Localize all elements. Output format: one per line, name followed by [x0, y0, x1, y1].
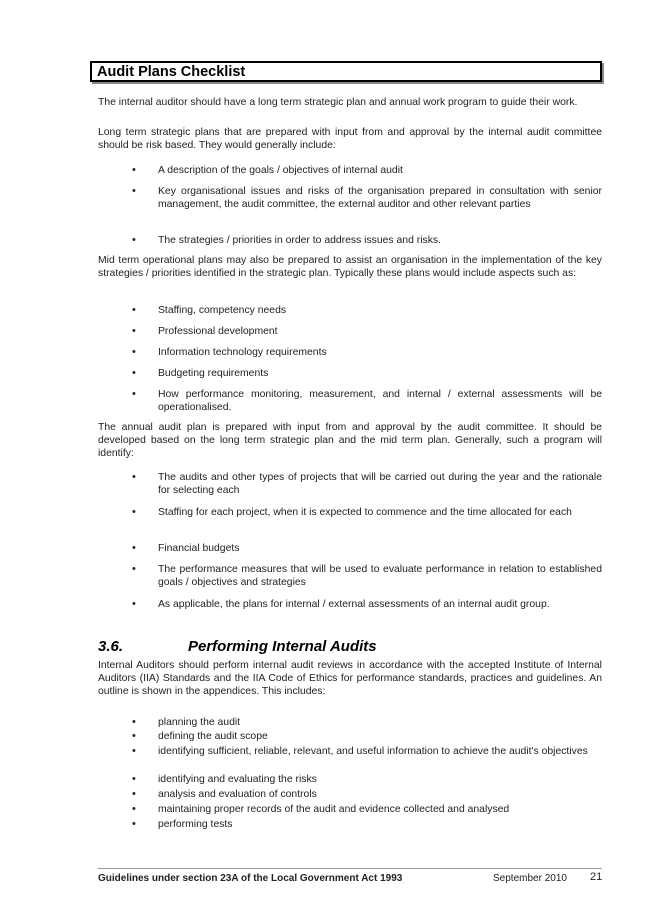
bullet-icon: • — [132, 773, 136, 785]
section-title-box — [90, 61, 602, 82]
bullet-icon: • — [132, 506, 136, 518]
list-item: performing tests — [158, 819, 233, 830]
bullet-icon: • — [132, 803, 136, 815]
intro-paragraph-1: The internal auditor should have a long term strategic plan and annual work program to guide their work. — [98, 97, 578, 108]
list-item: As applicable, the plans for internal / external assessments of an internal audit group. — [158, 599, 550, 610]
list-item: maintaining proper records of the audit and evidence collected and analysed — [158, 804, 510, 815]
list-item: analysis and evaluation of controls — [158, 789, 317, 800]
list-item: Staffing, competency needs — [158, 305, 287, 316]
bullet-icon: • — [132, 185, 136, 197]
list-item: Budgeting requirements — [158, 368, 269, 379]
section-number: 3.6. — [98, 638, 124, 655]
list-item: The audits and other types of projects that will be carried out during the year and the rationale for selecting each — [158, 472, 602, 497]
list-item: Financial budgets — [158, 543, 240, 554]
list-item: Professional development — [158, 326, 278, 337]
intro-paragraph-2: Long term strategic plans that are prepared with input from and approval by the internal audit committee should be risk based. They would generally include: — [98, 127, 602, 152]
bullet-icon: • — [132, 304, 136, 316]
bullet-icon: • — [132, 788, 136, 800]
bullet-icon: • — [132, 598, 136, 610]
bullet-icon: • — [132, 234, 136, 246]
bullet-icon: • — [132, 542, 136, 554]
bullet-icon: • — [132, 716, 136, 728]
footer-divider — [98, 868, 602, 869]
bullet-icon: • — [132, 346, 136, 358]
footer-text: Guidelines under section 23A of the Local Government Act 1993 — [98, 873, 403, 884]
section-intro-paragraph: Internal Auditors should perform internal audit reviews in accordance with the accepted Institute of Internal Auditors (IIA) Standards and the IIA Code of Ethics for performance standards, practices and guidelines. An outline is shown in the appendices. This includes: — [98, 660, 602, 698]
list-item: Information technology requirements — [158, 347, 327, 358]
list-item: identifying and evaluating the risks — [158, 774, 317, 785]
section-title: Performing Internal Audits — [188, 638, 377, 655]
list-item: defining the audit scope — [158, 731, 268, 742]
list-item: How performance monitoring, measurement, and internal / external assessments will be operationalised. — [158, 389, 602, 414]
bullet-icon: • — [132, 325, 136, 337]
bullet-icon: • — [132, 367, 136, 379]
bullet-icon: • — [132, 563, 136, 575]
list-item: The strategies / priorities in order to address issues and risks. — [158, 235, 441, 246]
section-heading — [98, 638, 377, 656]
midterm-paragraph: Mid term operational plans may also be prepared to assist an organisation in the implementation of the key strategies / priorities identified in the strategic plan. Typically these plans would include aspects such as: — [98, 255, 602, 280]
list-item: identifying sufficient, reliable, relevant, and useful information to achieve the audit's objectives — [158, 746, 588, 757]
bullet-icon: • — [132, 388, 136, 400]
page-title: Audit Plans Checklist — [97, 64, 246, 80]
list-item: Key organisational issues and risks of the organisation prepared in consultation with senior management, the audit committee, the external auditor and other relevant parties — [158, 186, 602, 211]
list-item: Staffing for each project, when it is expected to commence and the time allocated for each — [158, 507, 572, 518]
page-number: 21 — [590, 871, 603, 883]
list-item: A description of the goals / objectives of internal audit — [158, 165, 403, 176]
annual-paragraph: The annual audit plan is prepared with input from and approval by the audit committee. It should be developed based on the long term strategic plan and the mid term plan. Generally, such a program will identify: — [98, 422, 602, 460]
list-item: The performance measures that will be used to evaluate performance in relation to established goals / objectives and strategies — [158, 564, 602, 589]
footer-date: September 2010 — [493, 873, 567, 884]
bullet-icon: • — [132, 730, 136, 742]
list-item: planning the audit — [158, 717, 241, 728]
bullet-icon: • — [132, 818, 136, 830]
bullet-icon: • — [132, 745, 136, 757]
bullet-icon: • — [132, 164, 136, 176]
bullet-icon: • — [132, 471, 136, 483]
